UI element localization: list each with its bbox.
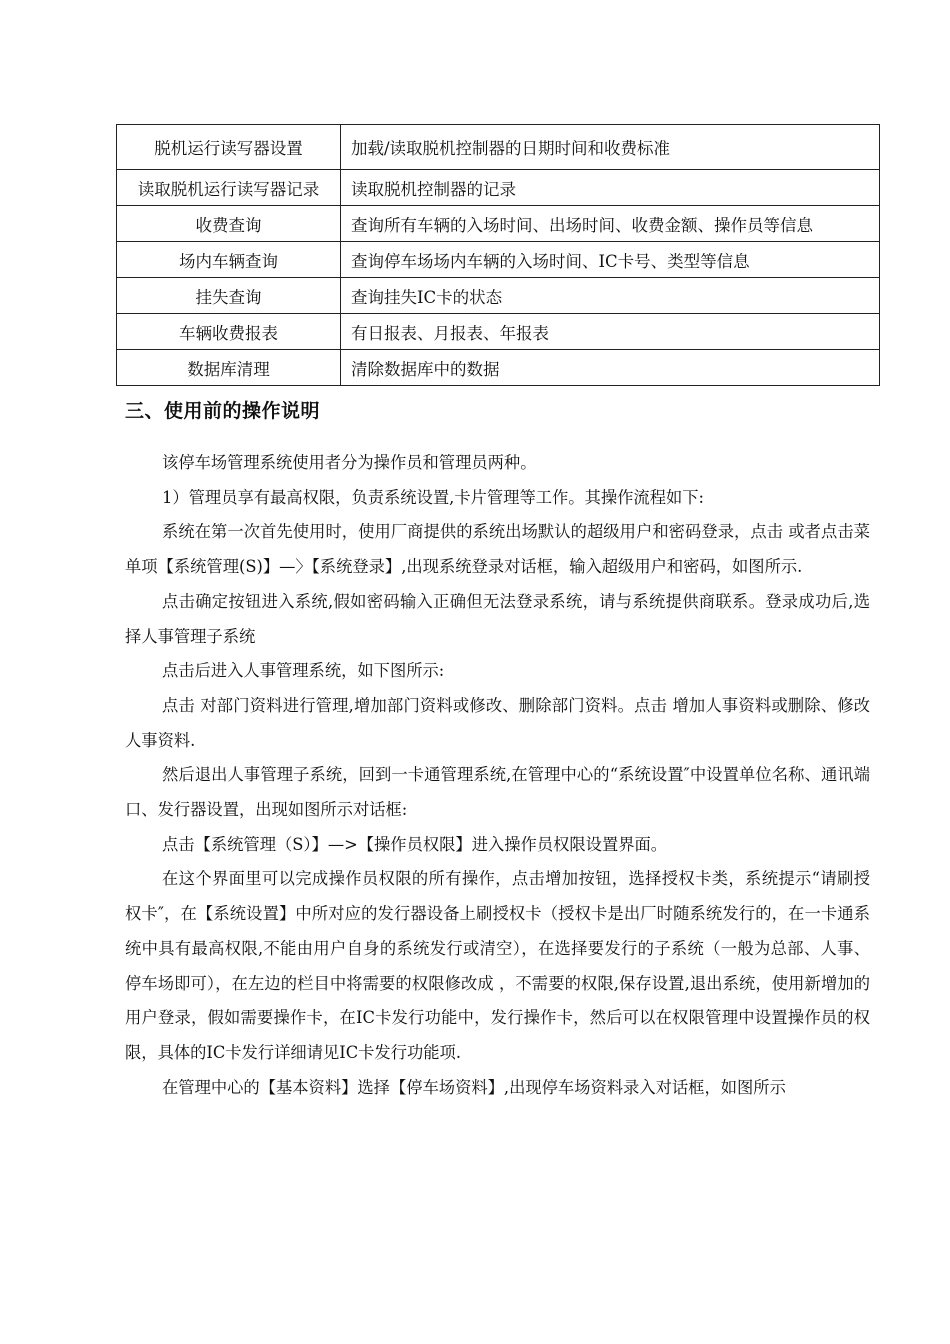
table-cell-desc: 清除数据库中的数据 — [341, 350, 880, 386]
section-heading: 三、使用前的操作说明 — [125, 400, 321, 422]
table-row — [117, 170, 880, 206]
table-cell-desc: 有日报表、月报表、年报表 — [341, 314, 880, 350]
table-cell-name: 场内车辆查询 — [117, 242, 341, 278]
table-cell-desc: 加载/读取脱机控制器的日期时间和收费标准 — [341, 125, 880, 170]
table-row — [117, 278, 880, 314]
paragraph: 该停车场管理系统使用者分为操作员和管理员两种。 — [162, 453, 537, 472]
paragraph: 在这个界面里可以完成操作员权限的所有操作，点击增加按钮，选择授权卡类，系统提示“请刷授权卡″，在【系统设置】中所对应的发行器设备上刷授权卡（授权卡是出厂时随系统发行的，在一卡通系统中具有最高权限,不能由用户自身的系统发行或清空），在选择要发行的子系统（一般为总部、人事、停车场即可），在左边的栏目中将需要的权限修改成 ，不需要的权限,保存设置,退出系统，使用新增加的用户登录，假如需要操作卡，在IC卡发行功能中，发行操作卡，然后可以在权限管理中设置操作员的权限，具体的IC卡发行详细请见IC卡发行功能项. — [125, 869, 870, 1062]
paragraph: 点击确定按钮进入系统,假如密码输入正确但无法登录系统，请与系统提供商联系。登录成功后,选择人事管理子系统 — [125, 591, 870, 646]
paragraph: 然后退出人事管理子系统，回到一卡通管理系统,在管理中心的“系统设置″中设置单位名称、通讯端口、发行器设置，出现如图所示对话框: — [125, 765, 870, 820]
table-cell-desc: 查询挂失IC卡的状态 — [341, 278, 880, 314]
table-cell-name: 脱机运行读写器设置 — [117, 125, 341, 170]
paragraph: 点击【系统管理（S）】—>【操作员权限】进入操作员权限设置界面。 — [162, 834, 668, 854]
table-row — [117, 314, 880, 350]
table-row — [117, 206, 880, 242]
table-row — [117, 125, 880, 170]
paragraph: 点击 对部门资料进行管理,增加部门资料或修改、删除部门资料。点击 增加人事资料或删除、修改人事资料. — [125, 695, 870, 750]
feature-table — [116, 124, 880, 386]
table-cell-desc: 读取脱机控制器的记录 — [341, 170, 880, 206]
table-cell-name: 读取脱机运行读写器记录 — [117, 170, 341, 206]
paragraph: 1）管理员享有最高权限，负责系统设置,卡片管理等工作。其操作流程如下: — [162, 487, 705, 507]
table-cell-desc: 查询所有车辆的入场时间、出场时间、收费金额、操作员等信息 — [341, 206, 880, 242]
paragraph: 在管理中心的【基本资料】选择【停车场资料】,出现停车场资料录入对话框，如图所示 — [162, 1077, 786, 1097]
table-row — [117, 350, 880, 386]
table-cell-name: 挂失查询 — [117, 278, 341, 314]
table-cell-desc: 查询停车场场内车辆的入场时间、IC卡号、类型等信息 — [341, 242, 880, 278]
paragraph: 系统在第一次首先使用时，使用厂商提供的系统出场默认的超级用户和密码登录，点击 或者点击菜单项【系统管理(S)】—〉【系统登录】,出现系统登录对话框，输入超级用户和密码，如图所示. — [125, 522, 870, 577]
section-body — [125, 446, 870, 1105]
table-cell-name: 收费查询 — [117, 206, 341, 242]
table-row — [117, 242, 880, 278]
paragraph: 点击后进入人事管理系统，如下图所示: — [162, 661, 445, 681]
table-cell-name: 车辆收费报表 — [117, 314, 341, 350]
table-cell-name: 数据库清理 — [117, 350, 341, 386]
